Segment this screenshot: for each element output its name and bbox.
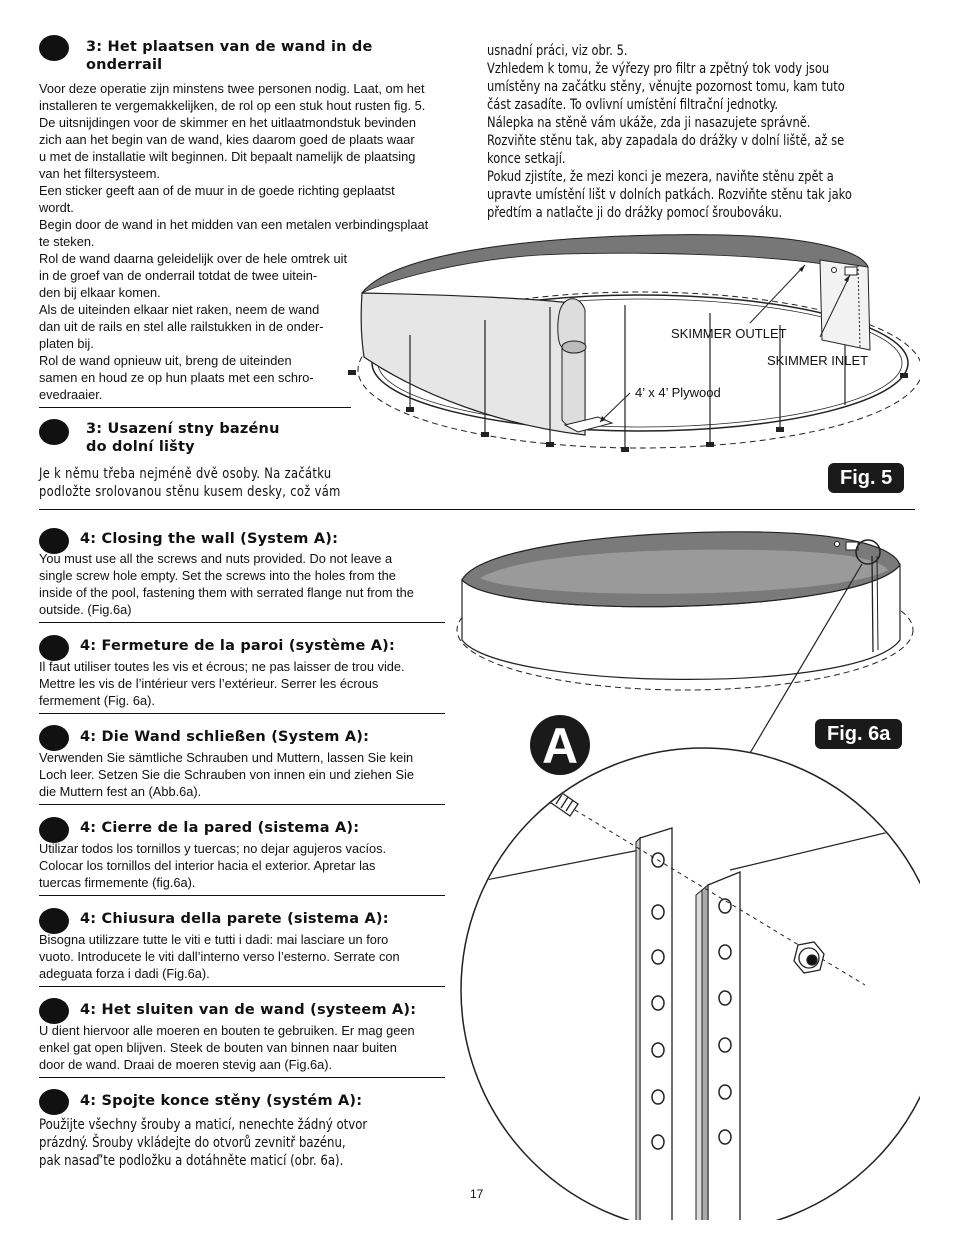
fig5-wall-roll: [558, 299, 585, 430]
section-heading-fr-4: 4: Fermeture de la paroi (système A):: [80, 638, 395, 654]
section-heading-cz-4: 4: Spojte konce stěny (systém A):: [80, 1093, 363, 1109]
section-divider: [39, 622, 445, 623]
section-body-fr-4: Il faut utiliser toutes les vis et écrous; ne pas laisser de trou vide. Mettre les vis de l’intérieur vers l’extérieur. Serrer les écrous fermement (Fig. 6a).: [39, 659, 405, 708]
section-bullet: [39, 725, 69, 751]
section-bullet: [39, 998, 69, 1024]
section-divider: [39, 895, 445, 896]
fig5-label-skimmer-outlet: SKIMMER OUTLET: [671, 326, 787, 341]
fig5-skimmer-outlet-hole: [832, 268, 837, 273]
section-body-de-4: Verwenden Sie sämtliche Schrauben und Muttern, lassen Sie kein Loch leer. Setzen Sie die Schrauben von innen ein und ziehen Sie die Muttern fest an (Abb.6a).: [39, 750, 414, 799]
section-bullet: [39, 35, 69, 61]
section-divider: [39, 804, 445, 805]
fig6a-badge: Fig. 6a: [815, 719, 902, 749]
section-heading-en-4: 4: Closing the wall (System A):: [80, 531, 339, 547]
section-divider: [39, 407, 351, 408]
section-heading-it-4: 4: Chiusura della parete (sistema A):: [80, 911, 389, 927]
fig6a-detail-circle: [461, 748, 920, 1220]
section-body-es-4: Utilizar todos los tornillos y tuercas; no dejar agujeros vacíos. Colocar los tornillos del interior hacia el exterior. Apretar las tuercas firmemente (fig.6a).: [39, 841, 387, 890]
page-number: 17: [470, 1187, 484, 1201]
section-heading-cz-3: 3: Usazení stny bazénu do dolní lišty: [86, 421, 280, 455]
section-divider: [39, 713, 445, 714]
fig5-label-skimmer-inlet: SKIMMER INLET: [767, 353, 869, 368]
section-body-nl-3: Voor deze operatie zijn minstens twee personen nodig. Laat, om het installeren te vergemakkelijken, de rol op een stuk hout rusten fig. 5. De uitsnijdingen voor de skimmer en het uitlaatmondstuk bevinden zich aan het begin van de wand, kies daarom goed de plaats waar u met de installatie wilt beginnen. Dit bepaalt namelijk de plaatsing van het filtersysteem. Een sticker geeft aan of de muur in de goede richting geplaatst wordt. Begin door de wand in het midden van een metalen verbindingsplaat te steken. Rol de wand daarna geleidelijk over de hele omtrek uit in de groef van de onderrail totdat de twee uitein- den bij elkaar komen. Als de uiteinden elkaar niet raken, neem de wand dan uit de rails en stel alle railstukken in de onder- platen bij. Rol de wand opnieuw uit, breng de uiteinden samen en houd ze op hun plaats met een schro- evedraaier.: [39, 81, 429, 402]
section-divider: [39, 986, 445, 987]
page-divider: [39, 509, 915, 510]
fig5-skimmer-inlet-cutout: [845, 267, 857, 275]
section-bullet: [39, 1089, 69, 1115]
fig5-label-plywood: 4’ x 4’ Plywood: [635, 385, 721, 400]
section-body-cz-3-continued: usnadní práci, viz obr. 5. Vzhledem k tomu, že výřezy pro filtr a zpětný tok vody jsou umístěny na začátku stěny, věnujte pozornost tomu, kam tuto část zasadíte. To ovlivní umístění filtrační jednotky. Nálepka na stěně vám ukáže, zda ji nasazujete správně. Rozviňte stěnu tak, aby zapadala do drážky v dolní liště, až se konce setkají. Pokud zjistíte, že mezi konci je mezera, naviňte stěnu zpět a upravte umístění lišt v dolních patkách. Rozviňte stěnu tak jako předtím a natlačte ji do drážky pomocí šroubováku.: [487, 43, 852, 221]
section-heading-nl-4: 4: Het sluiten van de wand (systeem A):: [80, 1002, 417, 1018]
section-body-cz-4: Použijte všechny šrouby a maticí, nenechte žádný otvor prázdný. Šrouby vkládejte do otvorů zevnitř bazénu, pak nasaď’te podložku a dotáhněte maticí (obr. 6a).: [39, 1117, 368, 1169]
section-bullet: [39, 419, 69, 445]
section-body-cz-3: Je k němu třeba nejméně dvě osoby. Na začátku podložte srolovanou stěnu kusem desky, což vám: [39, 466, 341, 500]
section-body-en-4: You must use all the screws and nuts provided. Do not leave a single screw hole empty. Set the screws into the holes from the inside of the pool, fastening them with serrated flange nut from the outside. (Fig.6a): [39, 551, 414, 617]
section-body-nl-4: U dient hiervoor alle moeren en bouten te gebruiken. Er mag geen enkel gat open blijven. Steek de bouten van binnen naar buiten door de wand. Draai de moeren stevig aan (Fig.6a).: [39, 1023, 415, 1072]
section-body-it-4: Bisogna utilizzare tutte le viti e tutti i dadi: mai lasciare un foro vuoto. Introducete le viti dall’interno verso l’esterno. Serrate con adeguata forza i dadi (Fig.6a).: [39, 932, 400, 981]
fig5-outlet-leader: [750, 265, 805, 323]
fig6a-illustration: [440, 520, 920, 1220]
fig6a-detail-letter: A: [541, 718, 579, 774]
fig6a-left-upright: [640, 828, 672, 1220]
section-heading-nl-3: 3: Het plaatsen van de wand in de onderrail: [86, 39, 373, 73]
section-heading-de-4: 4: Die Wand schließen (System A):: [80, 729, 370, 745]
section-divider: [39, 1077, 445, 1078]
fig5-wall-panel: [361, 293, 585, 435]
fig5-badge: Fig. 5: [828, 463, 904, 493]
section-heading-es-4: 4: Cierre de la pared (sistema A):: [80, 820, 360, 836]
